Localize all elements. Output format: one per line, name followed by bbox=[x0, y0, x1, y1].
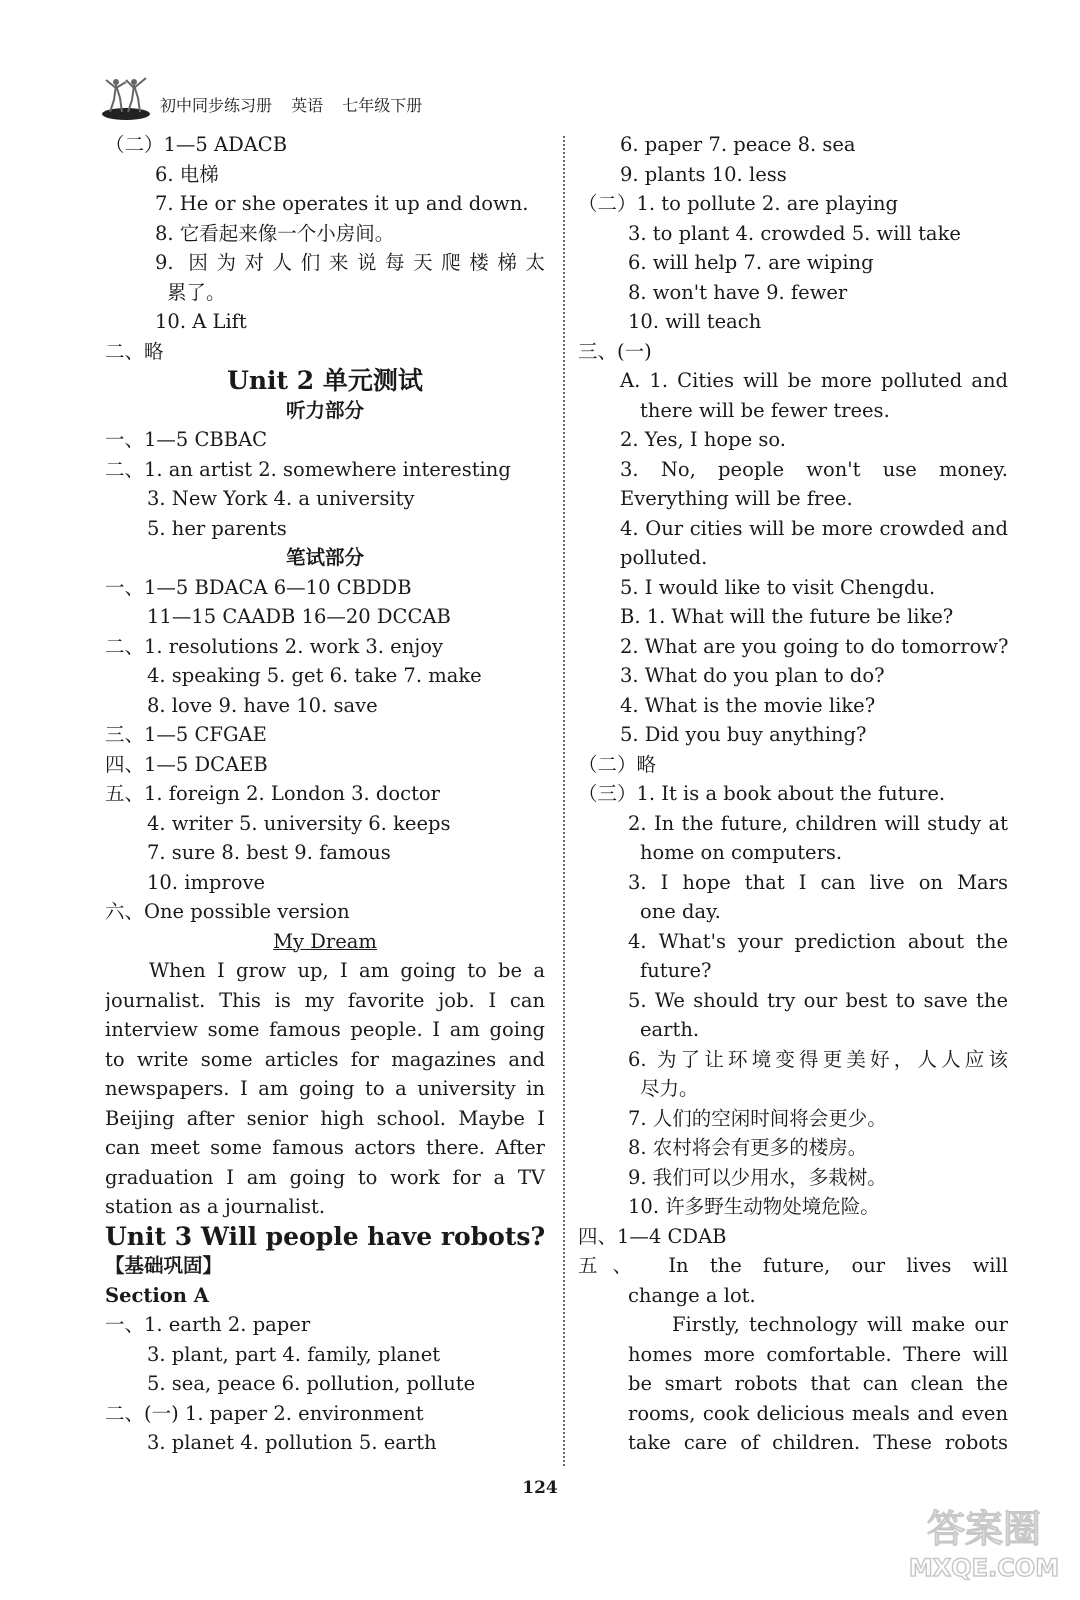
left-column-line: 4. speaking 5. get 6. take 7. make bbox=[147, 664, 482, 687]
left-column-line: 4. writer 5. university 6. keeps bbox=[147, 811, 451, 835]
right-column-line: 5. Did you buy anything? bbox=[620, 723, 867, 746]
left-column-line bbox=[105, 927, 545, 957]
right-column-line: 尽力。 bbox=[640, 1077, 699, 1100]
right-column-line: change a lot. bbox=[628, 1283, 756, 1307]
right-column-line: 3. What do you plan to do? bbox=[620, 664, 885, 687]
right-column-line: rooms, cook delicious meals and even bbox=[628, 1401, 1008, 1425]
right-column-line: be smart robots that can clean the bbox=[628, 1372, 1008, 1395]
left-column-line: 3. plant, part 4. family, planet bbox=[147, 1342, 441, 1366]
header-book-title: 初中同步练习册 bbox=[160, 96, 273, 115]
right-column-line: B. 1. What will the future be like? bbox=[620, 605, 954, 628]
right-column-line: 2. Yes, I hope so. bbox=[620, 428, 786, 451]
right-column-line: 3. to plant 4. crowded 5. will take bbox=[628, 221, 961, 245]
left-column-line: 二、1. an artist 2. somewhere interesting bbox=[105, 457, 511, 481]
right-column-line: 6. will help 7. are wiping bbox=[628, 251, 874, 274]
right-column-line: 4. What's your prediction about the bbox=[628, 929, 1008, 953]
left-column bbox=[105, 130, 545, 1458]
left-column-line: 8. love 9. have 10. save bbox=[147, 693, 378, 717]
header-subject: 英语 bbox=[291, 96, 324, 115]
left-column-line: 10. A Lift bbox=[155, 310, 247, 333]
left-column-line: When I grow up, I am going to be a bbox=[149, 959, 545, 982]
left-column-line: 二、(一) 1. paper 2. environment bbox=[105, 1401, 424, 1425]
left-column-line: to write some articles for magazines and bbox=[105, 1047, 545, 1071]
right-column-line: future? bbox=[640, 959, 712, 982]
left-column-line: 6. 电梯 bbox=[155, 162, 219, 186]
left-column-line: 一、1. earth 2. paper bbox=[105, 1313, 311, 1336]
watermark-text: 答案圈 bbox=[926, 1507, 1042, 1551]
left-column-line: 笔试部分 bbox=[285, 546, 364, 569]
left-column-line: 六、One possible version bbox=[105, 900, 350, 923]
right-column-line: 6. 为了让环境变得更美好，人人应该 bbox=[628, 1047, 1008, 1071]
left-column-line: 5. her parents bbox=[147, 516, 287, 540]
left-column-line: 四、1—5 DCAEB bbox=[105, 752, 268, 776]
left-column-line: 5. sea, peace 6. pollution, pollute bbox=[147, 1372, 476, 1395]
header-text bbox=[160, 93, 436, 122]
left-column-line: 听力部分 bbox=[285, 398, 364, 422]
right-column-line: home on computers. bbox=[640, 841, 843, 864]
right-column-line: 4. What is the movie like? bbox=[620, 693, 876, 717]
left-column-line: station as a journalist. bbox=[105, 1195, 326, 1218]
left-column-line: newspapers. I am going to a university in bbox=[105, 1077, 545, 1100]
left-column-line: Section A bbox=[105, 1283, 209, 1307]
right-column-line: 3. I hope that I can live on Mars bbox=[628, 870, 1008, 894]
right-column-line: A. 1. Cities will be more polluted and bbox=[620, 369, 1008, 392]
right-column-line: 4. Our cities will be more crowded and bbox=[620, 516, 1008, 540]
right-column-line: 10. 许多野生动物处境危险。 bbox=[628, 1195, 880, 1218]
left-column-line: Unit 3 Will people have robots? bbox=[105, 1221, 545, 1251]
left-column-line: 9. 因为对人们来说每天爬楼梯太 bbox=[155, 251, 545, 274]
right-column-line: （三）1. It is a book about the future. bbox=[578, 782, 946, 805]
left-column-line: graduation I am going to work for a TV bbox=[105, 1165, 545, 1189]
right-column-line: polluted. bbox=[620, 546, 708, 569]
right-column-line: 9. 我们可以少用水，多栽树。 bbox=[628, 1165, 887, 1189]
page-number: 124 bbox=[522, 1478, 558, 1498]
left-column-line: journalist. This is my favorite job. I can bbox=[105, 988, 545, 1012]
left-column-line: 累了。 bbox=[167, 280, 226, 304]
left-column-line: 一、1—5 CBBAC bbox=[105, 428, 268, 451]
left-column-line: 7. He or she operates it up and down. bbox=[155, 192, 529, 215]
right-column-line: Everything will be free. bbox=[620, 487, 853, 510]
left-column-line: Beijing after senior high school. Maybe I bbox=[105, 1106, 545, 1130]
left-column-line: 10. improve bbox=[147, 870, 266, 894]
left-column-line: 【基础巩固】 bbox=[105, 1254, 223, 1277]
left-column-line: 二、1. resolutions 2. work 3. enjoy bbox=[105, 634, 444, 658]
right-column-line: 9. plants 10. less bbox=[620, 162, 787, 186]
right-column-line: （二）略 bbox=[578, 752, 657, 776]
left-column-line: 一、1—5 BDACA 6—10 CBDDB bbox=[105, 575, 412, 599]
right-column-line: homes more comfortable. There will bbox=[628, 1342, 1008, 1366]
left-column-line: can meet some famous actors there. After bbox=[105, 1136, 545, 1159]
left-column-line: 3. planet 4. pollution 5. earth bbox=[147, 1431, 437, 1454]
right-column-line: 三、(一) bbox=[578, 339, 652, 363]
right-column-line: one day. bbox=[640, 900, 721, 923]
right-column-line: 6. paper 7. peace 8. sea bbox=[620, 133, 856, 156]
column-divider bbox=[563, 136, 565, 1466]
left-column-line: 7. sure 8. best 9. famous bbox=[147, 841, 391, 864]
right-column-line: there will be fewer trees. bbox=[640, 398, 890, 422]
right-column-line: 2. What are you going to do tomorrow? bbox=[620, 634, 1008, 658]
header-grade: 七年级下册 bbox=[342, 96, 423, 115]
right-column-line: 3. No, people won't use money. bbox=[620, 457, 1008, 481]
right-column-line: 8. 农村将会有更多的楼房。 bbox=[628, 1136, 868, 1159]
left-column-line: interview some famous people. I am going bbox=[105, 1018, 545, 1041]
left-column-line: Unit 2 单元测试 bbox=[227, 366, 423, 395]
right-column-line: （二）1. to pollute 2. are playing bbox=[578, 192, 899, 215]
left-column-line: 8. 它看起来像一个小房间。 bbox=[155, 221, 395, 245]
right-column-line: take care of children. These robots bbox=[628, 1431, 1008, 1454]
watermark-url: MXQE.COM bbox=[908, 1554, 1060, 1582]
right-column-line: 10. will teach bbox=[628, 310, 762, 333]
left-column-line: 三、1—5 CFGAE bbox=[105, 723, 267, 746]
right-column-line: 5. I would like to visit Chengdu. bbox=[620, 575, 936, 599]
essay-title: My Dream bbox=[273, 929, 377, 953]
left-column-line: 3. New York 4. a university bbox=[147, 487, 415, 510]
right-column-line: 8. won't have 9. fewer bbox=[628, 280, 848, 304]
right-column-line: 四、1—4 CDAB bbox=[578, 1224, 727, 1248]
right-column-line: 7. 人们的空闲时间将会更少。 bbox=[628, 1106, 887, 1130]
left-column-line: 五、1. foreign 2. London 3. doctor bbox=[105, 782, 440, 805]
left-column-line: 11—15 CAADB 16—20 DCCAB bbox=[147, 605, 451, 628]
right-column-line: Firstly, technology will make our bbox=[672, 1313, 1008, 1336]
right-column bbox=[578, 130, 1008, 1458]
right-column-line: 5. We should try our best to save the bbox=[628, 988, 1008, 1012]
answer-site-watermark-icon bbox=[904, 1496, 1064, 1586]
left-column-line: （二）1—5 ADACB bbox=[105, 133, 288, 156]
left-column-line: 二、略 bbox=[105, 339, 164, 363]
right-column-line: earth. bbox=[640, 1018, 700, 1041]
page-header bbox=[100, 72, 436, 122]
dancers-logo-icon bbox=[100, 74, 152, 122]
right-column-line: 五、 In the future, our lives will bbox=[578, 1254, 1008, 1277]
right-column-line: 2. In the future, children will study at bbox=[628, 811, 1008, 835]
